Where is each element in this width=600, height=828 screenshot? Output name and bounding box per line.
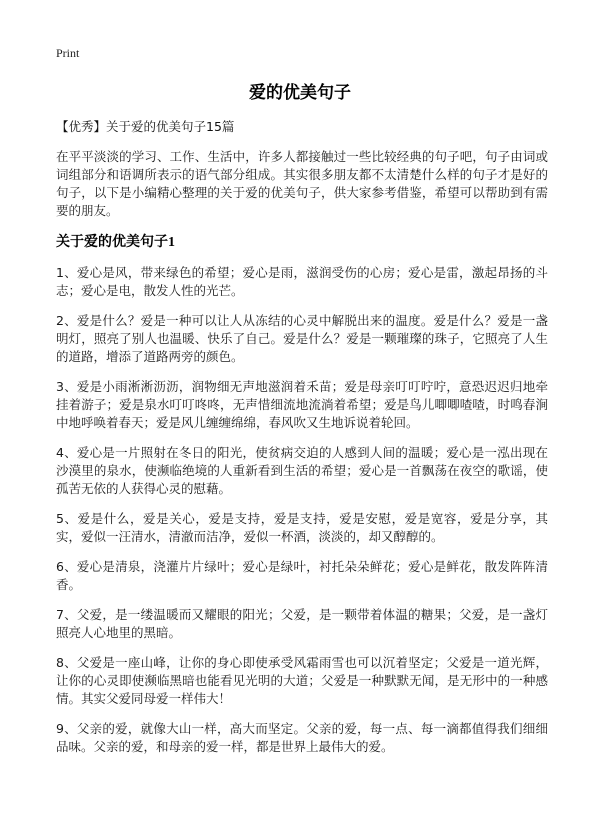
article-body xyxy=(56,118,548,768)
sentence-item-8: 8、父爱是一座山峰，让你的身心即使承受风霜雨雪也可以沉着坚定；父爱是一道光辉，让你的心灵即使濒临黑暗也能看见光明的大道；父爱是一种默默无闻，是无形中的一种感情。其实父爱同母爱一样伟大！ xyxy=(56,655,548,706)
sentence-item-7: 7、父爱，是一缕温暖而又耀眼的阳光；父爱，是一颗带着体温的糖果；父爱，是一盏灯照亮人心地里的黑暗。 xyxy=(56,607,548,640)
sentence-item-6: 6、爱心是清泉，浇灌片片绿叶；爱心是绿叶，衬托朵朵鲜花；爱心是鲜花，散发阵阵清香。 xyxy=(56,559,548,592)
sentence-item-5: 5、爱是什么，爱是关心，爱是支持，爱是支持，爱是安慰，爱是宽容，爱是分享，其实，爱似一汪清水，清澈而洁净，爱似一杯酒，淡淡的，却又醇醇的。 xyxy=(56,511,548,544)
sentence-item-3: 3、爱是小雨淅淅沥沥，润物细无声地滋润着禾苗；爱是母亲叮叮咛咛，意恐迟迟归地牵挂着游子；爱是泉水叮叮咚咚，无声惜细流地流淌着希望；爱是鸟儿唧唧喳喳，时鸣春涧中地呼唤着春天；爱是风儿缠缠绵绵，春风吹又生地诉说着轮回。 xyxy=(56,379,548,430)
intro-paragraph: 在平平淡淡的学习、工作、生活中，许多人都接触过一些比较经典的句子吧，句子由词或词组部分和语调所表示的语气部分组成。其实很多朋友都不太清楚什么样的句子才是好的句子，以下是小编精心整理的关于爱的优美句子，供大家参考借鉴，希望可以帮助到有需要的朋友。 xyxy=(56,149,548,218)
page-title: 爱的优美句子 xyxy=(249,83,351,103)
section-heading: 关于爱的优美句子1 xyxy=(56,235,175,250)
print-link[interactable]: Print xyxy=(56,46,80,60)
sentence-item-4: 4、爱心是一片照射在冬日的阳光，使贫病交迫的人感到人间的温暖；爱心是一泓出现在沙漠里的泉水，使濒临绝境的人重新看到生活的希望；爱心是一首飘荡在夜空的歌谣，使孤苦无依的人获得心灵的慰藉。 xyxy=(56,445,548,496)
sentence-item-1: 1、爱心是风，带来绿色的希望；爱心是雨，滋润受伤的心房；爱心是雷，激起昂扬的斗志；爱心是电，散发人性的光芒。 xyxy=(56,265,548,298)
article-subtitle: 【优秀】关于爱的优美句子15篇 xyxy=(56,119,235,134)
sentence-item-2: 2、爱是什么？爱是一种可以让人从冻结的心灵中解脱出来的温度。爱是什么？爱是一盏明灯，照亮了别人也温暖、快乐了自己。爱是什么？爱是一颗璀璨的珠子，它照亮了人生的道路，增添了道路两旁的颜色。 xyxy=(56,313,548,364)
sentence-item-9: 9、父亲的爱，就像大山一样，高大而坚定。父亲的爱，每一点、每一滴都值得我们细细品味。父亲的爱，和母亲的爱一样，都是世界上最伟大的爱。 xyxy=(56,721,548,754)
